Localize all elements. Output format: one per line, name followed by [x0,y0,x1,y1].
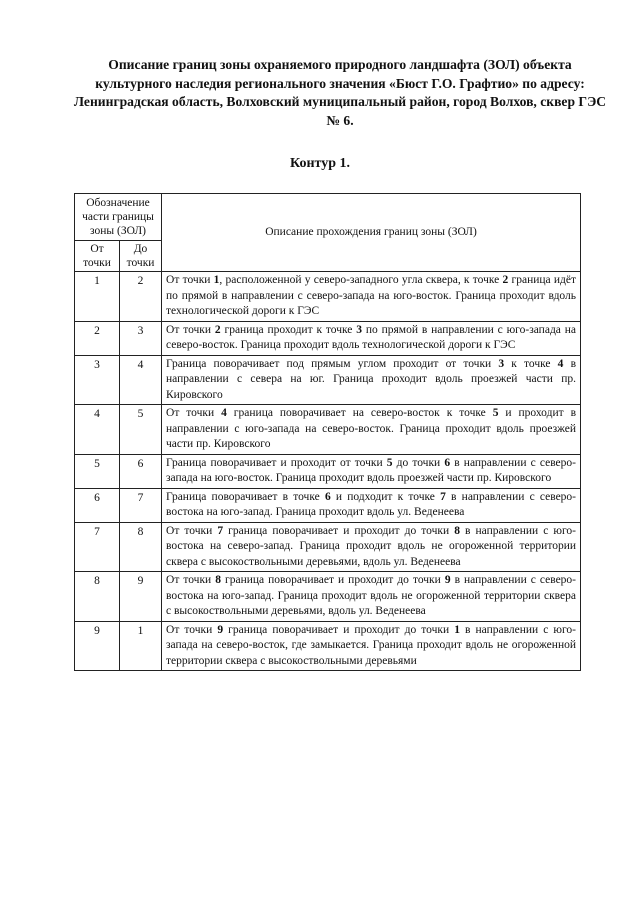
header-to-point: До точки [120,241,162,272]
row-from-point: 1 [75,272,120,322]
table-body [75,272,581,671]
header-from-point: От точки [75,241,120,272]
table-row [75,572,581,622]
row-to-point: 8 [120,522,162,572]
row-to-point: 4 [120,355,162,405]
table-row [75,272,581,322]
row-to-point: 9 [120,572,162,622]
row-to-point: 2 [120,272,162,322]
row-description: От точки 4 граница поворачивает на северо-восток к точке 5 и проходит в направлении с юго-запада на северо-восток. Граница проходит вдоль проезжей части пр. Кировского [162,405,581,455]
row-to-point: 5 [120,405,162,455]
row-description: От точки 1, расположенной у северо-западного угла сквера, к точке 2 граница идёт по прямой в направлении с северо-запада на юго-восток. Граница проходит вдоль технологической дороги к ГЭС [162,272,581,322]
row-description: От точки 7 граница поворачивает и проходит до точки 8 в направлении с юго-востока на северо-запад. Граница проходит вдоль не огороженной территории сквера с высокоствольными деревьями, вдоль ул. Веденеева [162,522,581,572]
row-from-point: 9 [75,621,120,671]
row-from-point: 5 [75,454,120,488]
row-to-point: 7 [120,488,162,522]
row-from-point: 2 [75,321,120,355]
header-boundary-part: Обозначение части границы зоны (ЗОЛ) [75,194,162,241]
row-from-point: 7 [75,522,120,572]
contour-heading: Контур 1. [290,156,350,171]
row-from-point: 6 [75,488,120,522]
row-description: От точки 8 граница поворачивает и проходит до точки 9 в направлении с северо-востока на юго-запад. Граница проходит вдоль не огороженной территории сквера с высокоствольными деревьями, вдоль ул. Веденеева [162,572,581,622]
row-description: Граница поворачивает в точке 6 и подходит к точке 7 в направлении с северо-востока на юго-запад. Граница проходит вдоль ул. Веденеева [162,488,581,522]
row-description: Граница поворачивает под прямым углом проходит от точки 3 к точке 4 в направлении с севера на юг. Граница проходит вдоль проезжей части пр. Кировского [162,355,581,405]
table-row [75,522,581,572]
table-header-row [75,194,581,241]
row-to-point: 1 [120,621,162,671]
table-row [75,321,581,355]
row-from-point: 4 [75,405,120,455]
boundary-table [74,193,581,671]
table-row [75,488,581,522]
row-from-point: 3 [75,355,120,405]
header-description: Описание прохождения границ зоны (ЗОЛ) [162,194,581,272]
row-to-point: 3 [120,321,162,355]
table-row [75,355,581,405]
row-description: От точки 2 граница проходит к точке 3 по прямой в направлении с юго-запада на северо-восток. Граница проходит вдоль технологической дороги к ГЭС [162,321,581,355]
row-description: Граница поворачивает и проходит от точки 5 до точки 6 в направлении с северо-запада на юго-восток. Граница проходит вдоль проезжей части пр. Кировского [162,454,581,488]
row-description: От точки 9 граница поворачивает и проходит до точки 1 в направлении с юго-запада на северо-восток, где замыкается. Граница проходит вдоль не огороженной территории сквера с высокоствольными деревьями [162,621,581,671]
row-to-point: 6 [120,454,162,488]
table-row [75,621,581,671]
table-row [75,405,581,455]
table-row [75,454,581,488]
row-from-point: 8 [75,572,120,622]
document-title: Описание границ зоны охраняемого природного ландшафта (ЗОЛ) объекта культурного наследия регионального значения «Бюст Г.О. Графтио» по адресу: Ленинградская область, Волховский муниципальный район, город Волхов, сквер ГЭС № 6. [73,57,607,128]
